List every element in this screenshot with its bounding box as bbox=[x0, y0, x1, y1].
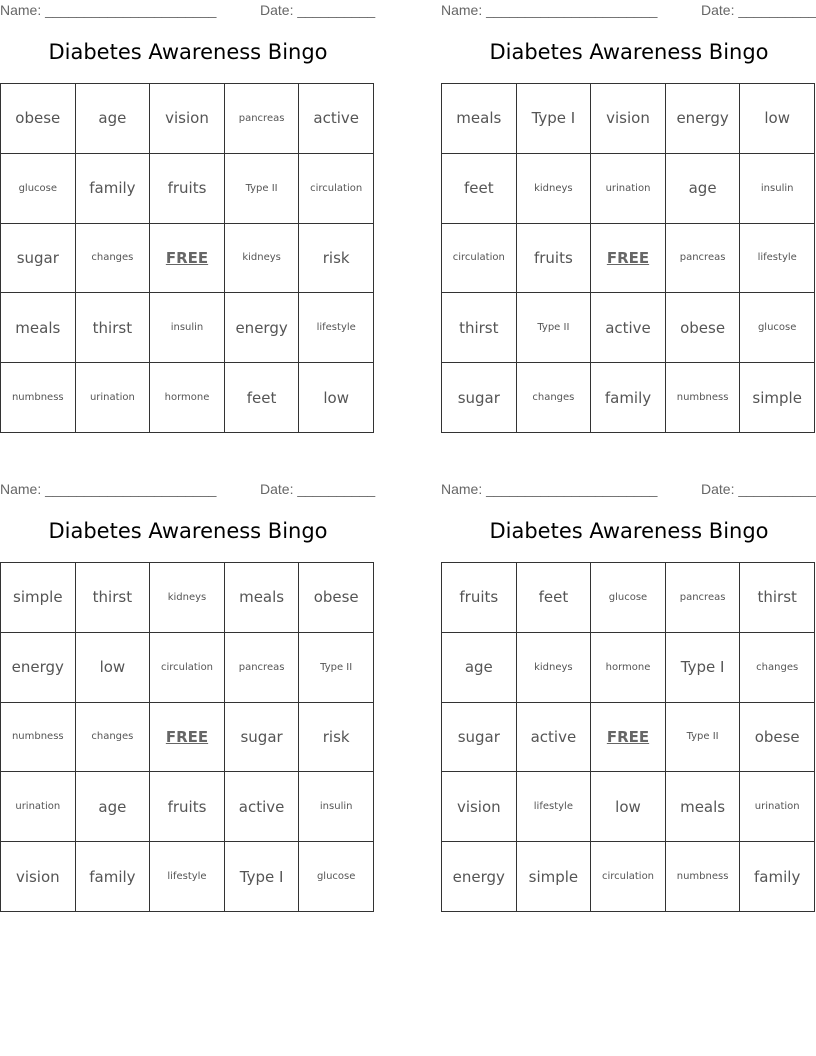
bingo-cell: circulation bbox=[299, 154, 374, 224]
bingo-cell: thirst bbox=[76, 293, 151, 363]
bingo-cell: age bbox=[666, 154, 741, 224]
bingo-cell: fruits bbox=[517, 224, 592, 294]
bingo-cell: active bbox=[591, 293, 666, 363]
bingo-cell: thirst bbox=[76, 563, 151, 633]
bingo-cell: family bbox=[76, 842, 151, 912]
name-field-label: Name: ______________________ bbox=[0, 481, 217, 497]
bingo-cell: family bbox=[76, 154, 151, 224]
bingo-grid bbox=[441, 83, 815, 433]
bingo-cell: age bbox=[76, 84, 151, 154]
bingo-cell: Type I bbox=[225, 842, 300, 912]
bingo-cell: energy bbox=[666, 84, 741, 154]
card-header bbox=[441, 0, 816, 22]
bingo-cell: active bbox=[225, 772, 300, 842]
bingo-cell: age bbox=[76, 772, 151, 842]
bingo-grid bbox=[0, 83, 374, 433]
bingo-cell: feet bbox=[225, 363, 300, 433]
date-field-label: Date: __________ bbox=[701, 481, 816, 497]
bingo-cell: Type II bbox=[225, 154, 300, 224]
bingo-cell: fruits bbox=[150, 772, 225, 842]
bingo-cell: kidneys bbox=[150, 563, 225, 633]
card-title: Diabetes Awareness Bingo bbox=[48, 519, 328, 543]
date-field-label: Date: __________ bbox=[260, 2, 376, 18]
name-field-label: Name: ______________________ bbox=[441, 481, 658, 497]
bingo-cell: fruits bbox=[150, 154, 225, 224]
bingo-cell: pancreas bbox=[666, 224, 741, 294]
bingo-cell: low bbox=[76, 633, 151, 703]
bingo-cell: circulation bbox=[150, 633, 225, 703]
bingo-cell: numbness bbox=[666, 842, 741, 912]
bingo-cell: urination bbox=[1, 772, 76, 842]
bingo-cell: insulin bbox=[299, 772, 374, 842]
bingo-cell: numbness bbox=[666, 363, 741, 433]
bingo-cell: pancreas bbox=[225, 633, 300, 703]
bingo-cell: glucose bbox=[299, 842, 374, 912]
bingo-cell: urination bbox=[76, 363, 151, 433]
bingo-cell: vision bbox=[1, 842, 76, 912]
bingo-cell: glucose bbox=[740, 293, 815, 363]
bingo-cell: feet bbox=[517, 563, 592, 633]
bingo-cell: urination bbox=[591, 154, 666, 224]
bingo-cell: lifestyle bbox=[740, 224, 815, 294]
bingo-cell: Type II bbox=[666, 703, 741, 773]
bingo-cell: sugar bbox=[225, 703, 300, 773]
card-header bbox=[0, 0, 376, 22]
bingo-cell: Type II bbox=[517, 293, 592, 363]
bingo-cell: meals bbox=[442, 84, 517, 154]
bingo-cell: glucose bbox=[1, 154, 76, 224]
bingo-cell: age bbox=[442, 633, 517, 703]
bingo-cell: glucose bbox=[591, 563, 666, 633]
bingo-grid bbox=[0, 562, 374, 912]
bingo-cell: energy bbox=[225, 293, 300, 363]
bingo-cell: obese bbox=[1, 84, 76, 154]
bingo-cell: active bbox=[299, 84, 374, 154]
bingo-cell: Type II bbox=[299, 633, 374, 703]
bingo-cell: family bbox=[740, 842, 815, 912]
free-space-cell: FREE bbox=[591, 703, 666, 773]
bingo-cell: simple bbox=[740, 363, 815, 433]
bingo-cell: meals bbox=[666, 772, 741, 842]
bingo-cell: sugar bbox=[1, 224, 76, 294]
free-space-cell: FREE bbox=[591, 224, 666, 294]
bingo-cell: insulin bbox=[150, 293, 225, 363]
bingo-cell: vision bbox=[150, 84, 225, 154]
date-field-label: Date: __________ bbox=[260, 481, 376, 497]
card-header bbox=[0, 479, 376, 501]
bingo-cell: vision bbox=[442, 772, 517, 842]
bingo-cell: lifestyle bbox=[299, 293, 374, 363]
bingo-cell: family bbox=[591, 363, 666, 433]
bingo-cell: circulation bbox=[442, 224, 517, 294]
card-title: Diabetes Awareness Bingo bbox=[489, 40, 769, 64]
card-title: Diabetes Awareness Bingo bbox=[48, 40, 328, 64]
bingo-cell: lifestyle bbox=[150, 842, 225, 912]
bingo-cell: changes bbox=[76, 703, 151, 773]
bingo-cell: vision bbox=[591, 84, 666, 154]
bingo-cell: energy bbox=[442, 842, 517, 912]
bingo-cell: hormone bbox=[591, 633, 666, 703]
bingo-cell: insulin bbox=[740, 154, 815, 224]
bingo-cell: risk bbox=[299, 703, 374, 773]
bingo-cell: circulation bbox=[591, 842, 666, 912]
free-space-cell: FREE bbox=[150, 703, 225, 773]
free-space-cell: FREE bbox=[150, 224, 225, 294]
bingo-cell: obese bbox=[666, 293, 741, 363]
bingo-cell: sugar bbox=[442, 703, 517, 773]
bingo-cell: thirst bbox=[740, 563, 815, 633]
bingo-cell: hormone bbox=[150, 363, 225, 433]
bingo-cell: simple bbox=[1, 563, 76, 633]
bingo-cell: feet bbox=[442, 154, 517, 224]
bingo-cell: thirst bbox=[442, 293, 517, 363]
card-header bbox=[441, 479, 816, 501]
bingo-cell: lifestyle bbox=[517, 772, 592, 842]
bingo-cell: meals bbox=[1, 293, 76, 363]
bingo-cell: meals bbox=[225, 563, 300, 633]
bingo-cell: simple bbox=[517, 842, 592, 912]
bingo-cell: low bbox=[591, 772, 666, 842]
date-field-label: Date: __________ bbox=[701, 2, 816, 18]
bingo-cell: low bbox=[299, 363, 374, 433]
bingo-cell: pancreas bbox=[666, 563, 741, 633]
bingo-cell: changes bbox=[76, 224, 151, 294]
bingo-cell: fruits bbox=[442, 563, 517, 633]
bingo-cell: numbness bbox=[1, 703, 76, 773]
bingo-cell: low bbox=[740, 84, 815, 154]
bingo-cell: pancreas bbox=[225, 84, 300, 154]
bingo-cell: urination bbox=[740, 772, 815, 842]
bingo-cell: kidneys bbox=[517, 154, 592, 224]
bingo-grid bbox=[441, 562, 815, 912]
name-field-label: Name: ______________________ bbox=[441, 2, 658, 18]
bingo-cell: kidneys bbox=[517, 633, 592, 703]
bingo-cell: obese bbox=[740, 703, 815, 773]
bingo-cell: changes bbox=[517, 363, 592, 433]
card-title: Diabetes Awareness Bingo bbox=[489, 519, 769, 543]
bingo-cell: active bbox=[517, 703, 592, 773]
bingo-cell: kidneys bbox=[225, 224, 300, 294]
bingo-cell: energy bbox=[1, 633, 76, 703]
bingo-cell: numbness bbox=[1, 363, 76, 433]
bingo-cell: sugar bbox=[442, 363, 517, 433]
bingo-cell: changes bbox=[740, 633, 815, 703]
name-field-label: Name: ______________________ bbox=[0, 2, 217, 18]
bingo-cell: obese bbox=[299, 563, 374, 633]
bingo-cell: risk bbox=[299, 224, 374, 294]
bingo-cell: Type I bbox=[517, 84, 592, 154]
bingo-cell: Type I bbox=[666, 633, 741, 703]
